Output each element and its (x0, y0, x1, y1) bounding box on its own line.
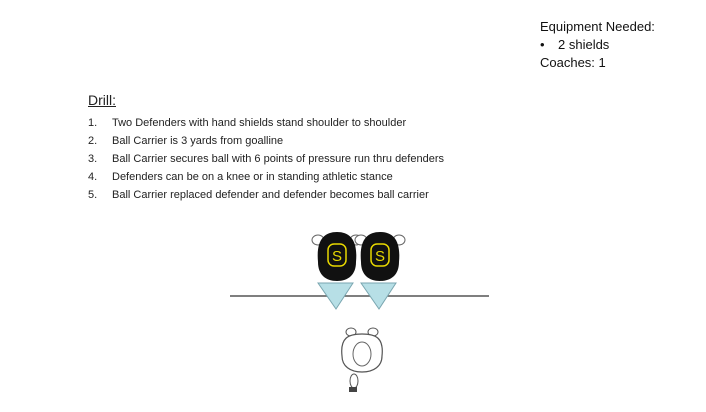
defender-2 (355, 232, 405, 281)
ball-carrier (342, 328, 383, 392)
bullet-icon: • (540, 37, 545, 52)
ball-carrier-cleat-icon (349, 387, 357, 392)
coaches-count: Coaches: 1 (540, 55, 606, 70)
ball-carrier-foot-icon (350, 374, 358, 388)
defender-1 (312, 232, 362, 281)
step-number: 4. (88, 171, 98, 183)
ball-carrier-helmet-icon (353, 342, 371, 366)
step-number: 3. (88, 153, 98, 165)
step-text: Ball Carrier replaced defender and defender becomes ball carrier (112, 189, 429, 201)
defender-label: S (331, 248, 343, 265)
defender-label: S (374, 248, 386, 265)
equipment-item-text: 2 shields (558, 37, 610, 52)
step-text: Two Defenders with hand shields stand shoulder to shoulder (112, 117, 407, 129)
step-number: 1. (88, 117, 98, 129)
step-text: Ball Carrier is 3 yards from goalline (112, 135, 284, 147)
step-text: Ball Carrier secures ball with 6 points of pressure run thru defenders (112, 153, 444, 165)
drill-title: Drill: (88, 92, 116, 108)
equipment-heading: Equipment Needed: (540, 19, 655, 34)
step-text: Defenders can be on a knee or in standing athletic stance (112, 171, 393, 183)
step-number: 5. (88, 189, 98, 201)
step-number: 2. (88, 135, 98, 147)
